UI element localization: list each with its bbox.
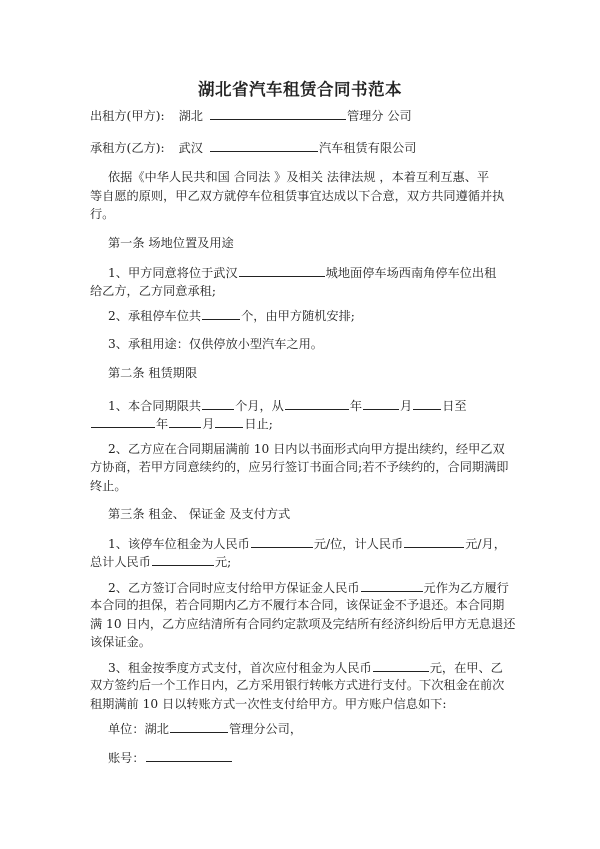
- art2-end-month-label: 月: [202, 417, 215, 431]
- art3-clause-1-text-a: 1、该停车位租金为人民币: [108, 537, 250, 551]
- art3-clause-1-text-b: 元/位，计人民币: [313, 537, 404, 551]
- lessee-name-blank: [210, 138, 318, 152]
- art3-clause-2-line-2: 本合同的担保，若合同期内乙方不履行本合同，该保证金不予退还。本合同期: [90, 598, 505, 612]
- art3-clause-2-line-3: 满 10 日内，乙方应结清所有合同约定款项及完结所有经济纠纷后甲方无息退还: [90, 617, 516, 631]
- lessor-suffix: 管理分 公司: [346, 109, 412, 123]
- art2-clause-1-text-b: 个月，从: [235, 399, 284, 413]
- art1-clause-1-line-2: 给乙方，乙方同意承租;: [90, 284, 216, 298]
- account-number-blank: [146, 748, 232, 762]
- art3-clause-3-line-3: 租期满前 10 日以转账方式一次性支付给甲方。甲方账户信息如下:: [90, 697, 447, 711]
- art3-clause-2-line-1: [108, 578, 520, 598]
- art3-clause-2-text-a: 2、乙方签订合同时应支付给甲方保证金人民币: [108, 581, 360, 595]
- art1-clause-1-text-a: 1、甲方同意将位于武汉: [108, 266, 238, 280]
- art2-clause-2-line-2: 方协商，若甲方同意续约的，应另行签订书面合同;若不予续约的，合同期满即: [90, 460, 509, 474]
- art2-clause-1-text-e: 日至: [442, 399, 467, 413]
- start-month-blank: [363, 396, 399, 410]
- art3-clause-1-text-e: 元;: [214, 555, 232, 569]
- art3-clause-1-line-1: [108, 534, 520, 554]
- art1-clause-1-text-b: 城地面停车场西南角停车位出租: [325, 266, 497, 280]
- art3-clause-2-line-4: 该保证金。: [90, 635, 151, 649]
- art2-clause-1-text-a: 1、本合同期限共: [108, 399, 202, 413]
- document-title: 湖北省汽车租赁合同书范本: [198, 80, 402, 99]
- art1-clause-1-line-1: [108, 263, 520, 283]
- art3-clause-2-text-b: 元作为乙方履行: [423, 581, 509, 595]
- art3-clause-1-line-2: [90, 552, 502, 572]
- art3-clause-3-text-b: 元，在甲、乙: [429, 661, 503, 675]
- article-2-title: 第二条 租赁期限: [108, 366, 198, 380]
- lessor-line: [90, 106, 502, 126]
- art1-clause-3: 3、承租用途：仅供停放小型汽车之用。: [108, 337, 323, 351]
- unit-name-blank: [170, 719, 228, 733]
- lessee-label: 承租方(乙方):: [90, 141, 165, 155]
- art2-end-year-label: 年: [156, 417, 169, 431]
- art2-clause-1-line-2: [90, 414, 502, 434]
- deposit-blank: [361, 578, 423, 592]
- location-blank: [239, 263, 325, 277]
- account-number-line: [108, 748, 520, 768]
- article-1-title: 第一条 场地位置及用途: [108, 236, 234, 250]
- lessor-name-blank: [210, 106, 346, 120]
- start-year-blank: [285, 396, 349, 410]
- art3-clause-3-text-a: 3、租金按季度方式支付，首次应付租金为人民币: [108, 661, 372, 675]
- intro-line-1: 依据《中华人民共和国 合同法 》及相关 法律法规 ，本着互利互惠、平: [108, 170, 490, 184]
- end-month-blank: [169, 414, 201, 428]
- art3-clause-1-text-c: 元/月，: [465, 537, 506, 551]
- art2-month-label: 月: [400, 399, 413, 413]
- lessor-label: 出租方(甲方):: [90, 109, 165, 123]
- lessor-prefix: 湖北: [178, 109, 203, 123]
- start-day-blank: [413, 396, 441, 410]
- unit-suffix: 管理分公司，: [228, 722, 303, 736]
- art1-clause-2-text-b: 个，由甲方随机安排;: [241, 309, 355, 323]
- art2-year-label: 年: [349, 399, 363, 413]
- account-unit-line: [108, 719, 520, 739]
- rent-total-blank: [152, 552, 214, 566]
- art3-clause-3-line-1: [108, 658, 520, 678]
- rent-per-month-blank: [404, 534, 464, 548]
- lessee-line: [90, 138, 502, 158]
- art2-clause-2-line-3: 终止。: [90, 479, 127, 493]
- art1-clause-2: [108, 306, 520, 326]
- space-count-blank: [202, 306, 240, 320]
- rent-per-space-blank: [251, 534, 313, 548]
- end-year-blank: [91, 414, 155, 428]
- art2-clause-1-line-1: [108, 396, 520, 416]
- intro-line-3: 行。: [90, 207, 115, 221]
- article-3-title: 第三条 租金、 保证金 及支付方式: [108, 507, 291, 521]
- art3-clause-1-text-d: 总计人民币: [90, 555, 151, 569]
- lessee-prefix: 武汉: [178, 141, 203, 155]
- unit-label: 单位：湖北: [108, 722, 169, 736]
- art2-clause-1-text-h: 日止;: [244, 417, 273, 431]
- end-day-blank: [215, 414, 243, 428]
- first-rent-blank: [373, 658, 429, 672]
- art2-clause-2-line-1: 2、乙方应在合同期届满前 10 日内以书面形式向甲方提出续约，经甲乙双: [108, 442, 505, 456]
- art3-clause-3-line-2: 双方签约后一个工作日内，乙方采用银行转帐方式进行支付。下次租金在前次: [90, 678, 505, 692]
- months-blank: [202, 396, 234, 410]
- intro-line-2: 等自愿的原则，甲乙双方就停车位租赁事宜达成以下合意，双方共同遵循并执: [90, 189, 505, 203]
- account-label: 账号：: [108, 751, 145, 765]
- lessee-suffix: 汽车租赁有限公司: [318, 141, 417, 155]
- art1-clause-2-text-a: 2、承租停车位共: [108, 309, 202, 323]
